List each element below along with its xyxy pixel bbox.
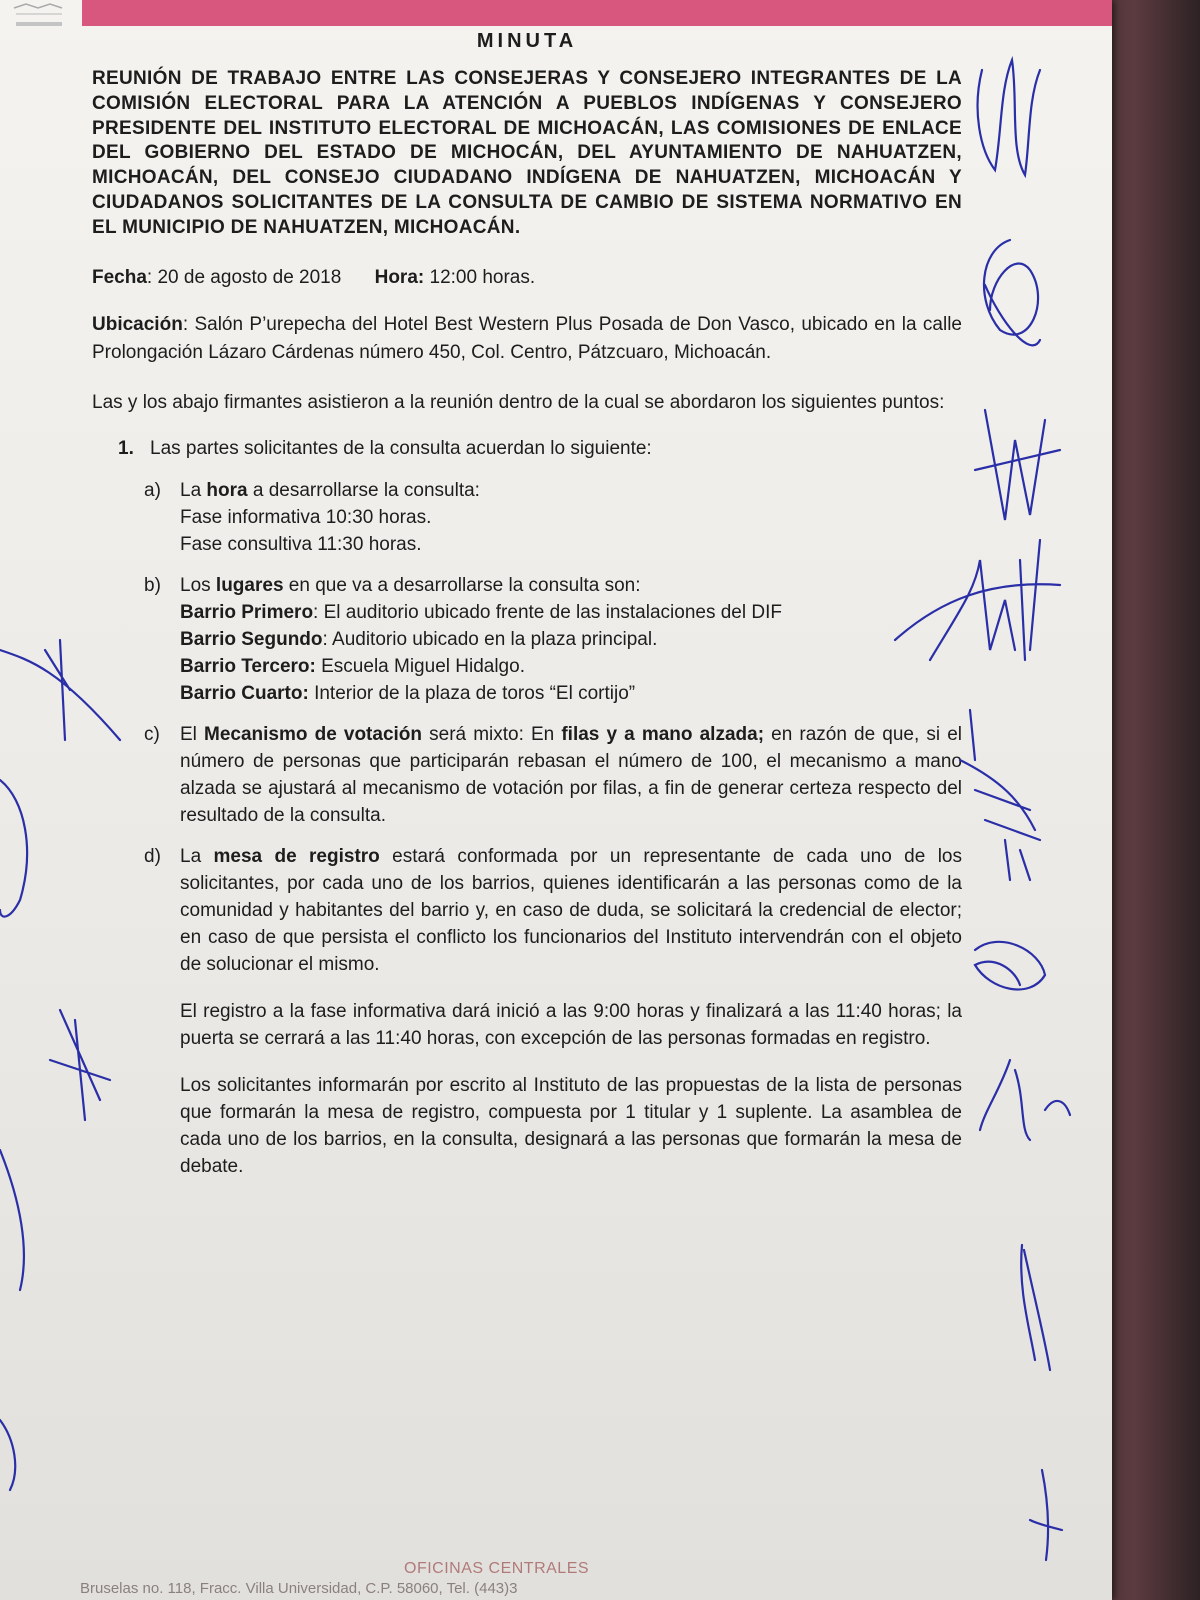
item-marker: a) <box>144 479 161 501</box>
item-text: La <box>180 845 214 867</box>
date-value: : 20 de agosto de 2018 <box>146 266 342 288</box>
time-label: Hora: <box>374 266 425 288</box>
item-text: en razón de que, si el número de personas que participarán rebasan el número de 100, el mecanismo a mano alzada se ajustará al mecanismo de votación por filas, a fin de generar certeza respecto del resultado de la consulta. <box>180 723 962 826</box>
minuta-document <box>92 30 962 1180</box>
header-color-band <box>82 0 1112 26</box>
location-paragraph <box>92 311 962 367</box>
item-bold-text: mesa de registro <box>213 845 380 867</box>
date-time-line <box>92 267 962 289</box>
place-barrio-primero <box>180 599 962 626</box>
place-text: : Auditorio ubicado en la plaza principal. <box>322 628 658 650</box>
item-text: a desarrollarse la consulta: <box>247 479 480 501</box>
phase-consultative: Fase consultiva 11:30 horas. <box>180 533 422 555</box>
meeting-heading: REUNIÓN DE TRABAJO ENTRE LAS CONSEJERAS Y CONSEJERO INTEGRANTES DE LA COMISIÓN ELECTORAL PARA LA ATENCIÓN A PUEBLOS INDÍGENAS Y CONSEJERO PRESIDENTE DEL INSTITUTO ELECTORAL DE MICHOACÁN, LAS COMISIONES DE ENLACE DEL GOBIERNO DEL ESTADO DE MICHOCÁN, DEL AYUNTAMIENTO DE NAHUATZEN, MICHOACÁN, DEL CONSEJO CIUDADANO INDÍGENA DE NAHUATZEN, MICHOACÁN Y CIUDADANOS SOLICITANTES DE LA CONSULTA DE CAMBIO DE SISTEMA NORMATIVO EN EL MUNICIPIO DE NAHUATZEN, MICHOACÁN. <box>92 68 962 238</box>
place-barrio-tercero <box>180 653 962 680</box>
place-name: Barrio Tercero: <box>180 655 316 677</box>
time-value: 12:00 horas. <box>424 266 536 288</box>
footer-address: Bruselas no. 118, Fracc. Villa Universidad, C.P. 58060, Tel. (443)3 <box>80 1580 518 1597</box>
point-one <box>118 435 962 463</box>
item-bold-text: Mecanismo de votación <box>204 723 423 745</box>
place-barrio-segundo <box>180 626 962 653</box>
institution-logo-icon <box>6 2 72 34</box>
place-text: Escuela Miguel Hidalgo. <box>315 655 525 677</box>
place-name: Barrio Primero <box>180 601 314 623</box>
place-barrio-cuarto <box>180 680 962 707</box>
page-footer <box>0 1556 1112 1600</box>
item-marker: d) <box>144 845 161 867</box>
document-title: MINUTA <box>476 30 578 52</box>
item-a-schedule <box>144 477 962 558</box>
item-c-voting-mechanism <box>144 721 962 829</box>
place-text: : El auditorio ubicado frente de las instalaciones del DIF <box>313 601 782 623</box>
item-text: La <box>180 479 207 501</box>
agreement-items <box>144 477 962 978</box>
item-text: en que va a desarrollarse la consulta son: <box>283 574 641 596</box>
place-name: Barrio Segundo <box>180 628 323 650</box>
item-bold-text: filas y a mano alzada; <box>561 723 765 745</box>
location-value: : Salón P’urepecha del Hotel Best Western Plus Posada de Don Vasco, ubicado en la calle Prolongación Lázaro Cárdenas número 450, Col. Centro, Pátzcuaro, Michoacán. <box>92 313 962 363</box>
item-text: estará conformada por un representante de cada uno de los solicitantes, por cada uno de los barrios, quienes identificarán a las personas como de la comunidad y habitantes del barrio y, en caso de duda, se solicitará la credencial de elector; en caso de que persista el conflicto los funcionarios del Instituto intervendrán con el objeto de solucionar el mismo. <box>180 845 962 975</box>
intro-paragraph: Las y los abajo firmantes asistieron a la reunión dentro de la cual se abordaron los siguientes puntos: <box>92 391 945 413</box>
location-label: Ubicación <box>92 313 183 335</box>
item-d-registration-table <box>144 843 962 978</box>
applicants-paragraph: Los solicitantes informarán por escrito al Instituto de las propuestas de la lista de personas que formarán la mesa de registro, compuesta por 1 titular y 1 suplente. La asamblea de cada uno de los barrios, en la consulta, designará a las personas que formarán la mesa de debate. <box>180 1074 962 1177</box>
item-text: será mixto: En <box>422 723 562 745</box>
item-text: El <box>180 723 205 745</box>
item-marker: c) <box>144 723 160 745</box>
place-text: Interior de la plaza de toros “El cortijo” <box>308 682 636 704</box>
item-bold-text: lugares <box>215 574 284 596</box>
point-text: Las partes solicitantes de la consulta acuerdan lo siguiente: <box>150 437 652 459</box>
date-label: Fecha <box>92 266 147 288</box>
item-marker: b) <box>144 574 161 596</box>
point-number: 1. <box>118 437 134 459</box>
item-bold-text: hora <box>206 479 248 501</box>
footer-office: OFICINAS CENTRALES <box>404 1560 590 1577</box>
registration-schedule-paragraph: El registro a la fase informativa dará inició a las 9:00 horas y finalizará a las 11:40 horas; la puerta se cerrará a las 11:40 horas, con excepción de las personas formadas en registro. <box>180 1000 962 1049</box>
item-text: Los <box>180 574 216 596</box>
place-name: Barrio Cuarto: <box>180 682 309 704</box>
item-b-places <box>144 572 962 707</box>
phase-informative: Fase informativa 10:30 horas. <box>180 506 432 528</box>
